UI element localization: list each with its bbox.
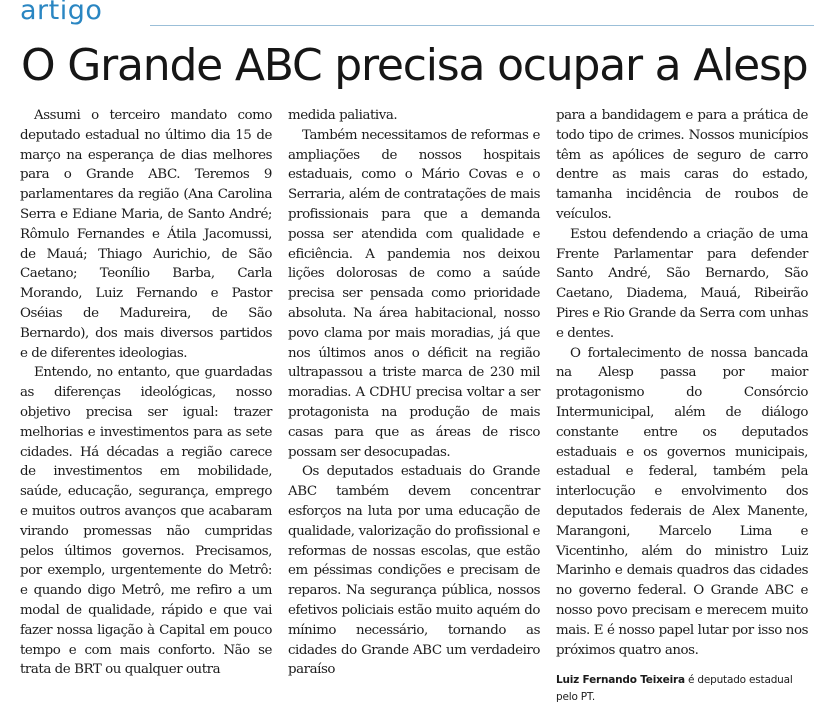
column-3	[556, 106, 808, 704]
paragraph: Os deputados estaduais do Grande ABC também devem concentrar esforços na luta por uma educação de qualidade, valorização do profissional e reformas de nossas escolas, que estão em péssimas condições e precisam de reparos. Na segurança pública, nossos efetivos policiais estão muito aquém do mínimo necessário, tornando as cidades do Grande ABC um verdadeiro paraíso	[288, 464, 540, 678]
paragraph: Também necessitamos de reformas e ampliações de nossos hospitais estaduais, como o Mário Covas e o Serraria, além de contratações de mais profissionais para que a demanda possa ser atendida com qualidade e eficiência. A pandemia nos deixou lições dolorosas de como a saúde precisa ser pensada como prioridade absoluta. Na área habitacional, nosso povo clama por mais moradias, já que nos últimos anos o déficit na região ultrapassou a triste marca de 230 mil moradias. A CDHU precisa voltar a ser protagonista na produção de mais casas para que as áreas de risco possam ser desocupadas.	[288, 127, 540, 460]
paragraph-continued: para a bandidagem e para a prática de todo tipo de crimes. Nossos municípios têm as apólices de seguro de carro dentre as mais caras do estado, tamanha incidência de roubos de veículos.	[556, 108, 808, 222]
article-body	[20, 106, 808, 704]
paragraph-continued: medida paliativa.	[288, 108, 398, 123]
paragraph: Entendo, no entanto, que guardadas as diferenças ideológicas, nosso objetivo precisa ser igual: trazer melhorias e investimentos para as sete cidades. Há décadas a região carece de investimentos em mobilidade, saúde, educação, segurança, emprego e muitos outros avanços que acabaram virando promessas não cumpridas pelos últimos governos. Precisamos, por exemplo, urgentemente do Metrô: e quando digo Metrô, me refiro a um modal de qualidade, rápido e que vai fazer nossa ligação à Capital em pouco tempo e com mais conforto. Não se trata de BRT ou qualquer outra	[20, 365, 272, 678]
author-description: é deputado estadual pelo PT.	[556, 674, 793, 704]
section-label: artigo	[20, 0, 103, 26]
paragraph: Estou defendendo a criação de uma Frente Parlamentar para defender Santo André, São Bernardo, São Caetano, Diadema, Mauá, Ribeirão Pires e Rio Grande da Serra com unhas e dentes.	[556, 226, 808, 341]
paragraph: O fortalecimento de nossa bancada na Alesp passa por maior protagonismo do Consórcio Intermunicipal, além de diálogo constante entre os deputados estaduais e os governos municipais, estadual e federal, também pela interlocução e envolvimento dos deputados federais de Alex Manente, Marangoni, Marcelo Lima e Vicentinho, além do ministro Luiz Marinho e demais quadros das cidades no governo federal. O Grande ABC e nosso povo precisam e merecem muito mais. E é nosso papel lutar por isso nos próximos quatro anos.	[556, 345, 808, 658]
author-byline	[556, 672, 808, 706]
author-name: Luiz Fernando Teixeira	[556, 674, 685, 687]
section-divider	[150, 25, 814, 26]
article-headline: O Grande ABC precisa ocupar a Alesp	[21, 40, 808, 91]
column-2	[288, 106, 540, 678]
column-1	[20, 106, 272, 678]
paragraph: Assumi o terceiro mandato como deputado estadual no último dia 15 de março na esperança de dias melhores para o Grande ABC. Teremos 9 parlamentares da região (Ana Carolina Serra e Ediane Maria, de Santo André; Rômulo Fernandes e Átila Jacomussi, de Mauá; Thiago Aurichio, de São Caetano; Teonílio Barba, Carla Morando, Luiz Fernando e Pastor Oséias de Madureira, de São Bernardo), dos mais diversos partidos e de diferentes ideologias.	[20, 108, 272, 361]
